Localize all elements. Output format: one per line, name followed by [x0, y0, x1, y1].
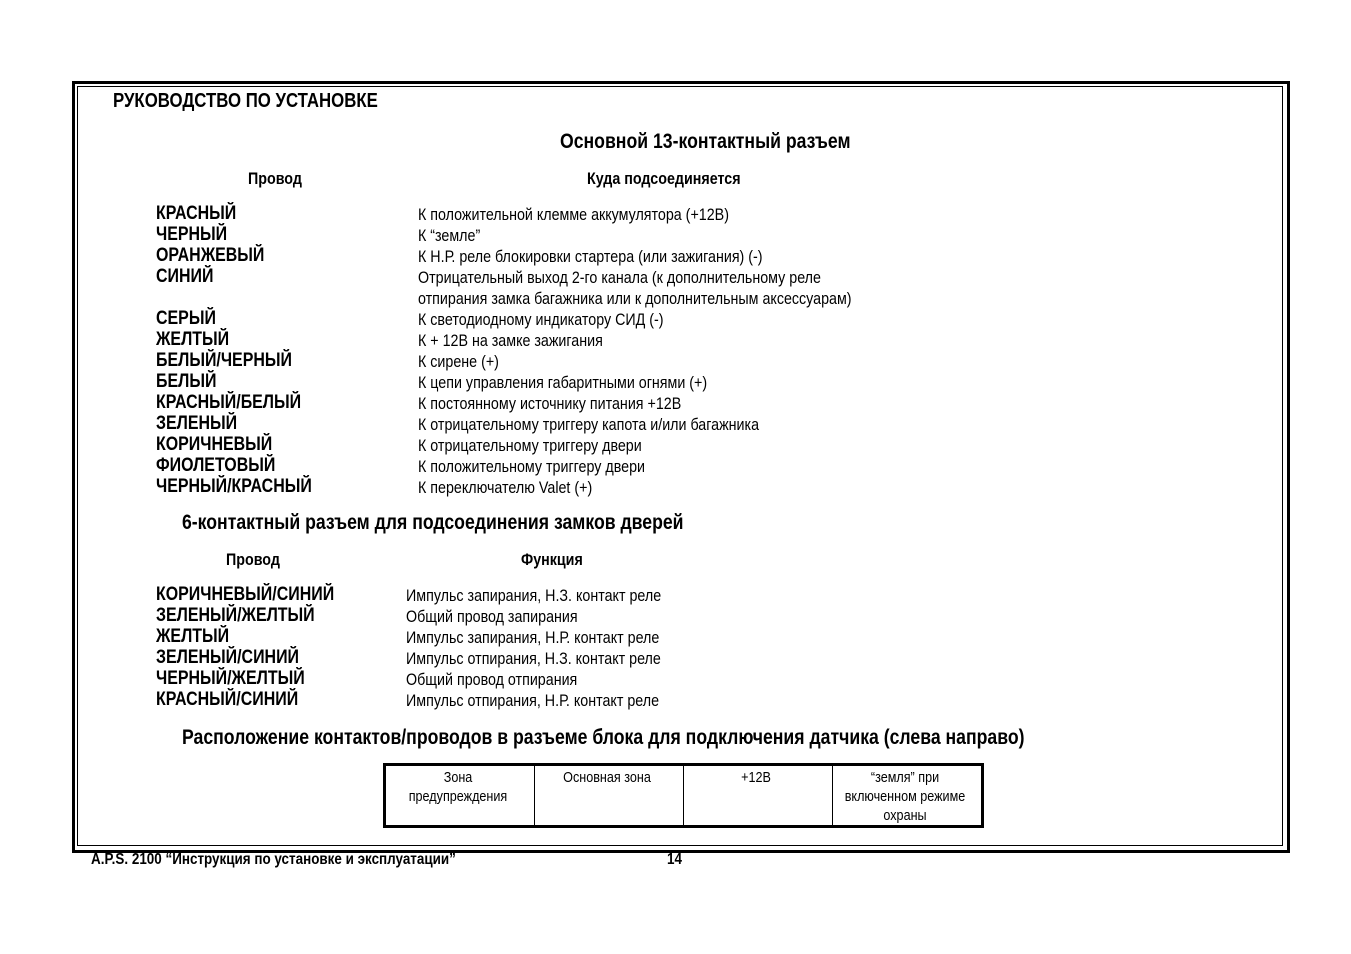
- door-col-func-header: Функция: [521, 550, 583, 569]
- list-item: ОРАНЖЕВЫЙ: [156, 245, 265, 266]
- door-wire-list: [156, 584, 368, 710]
- list-item: К отрицательному триггеру двери: [418, 436, 642, 455]
- list-item: Импульс отпирания, Н.Р. контакт реле: [406, 691, 660, 710]
- list-item: БЕЛЫЙ/ЧЕРНЫЙ: [156, 350, 292, 371]
- list-item: К постоянному источнику питания +12В: [418, 394, 682, 413]
- list-item: КРАСНЫЙ/СИНИЙ: [156, 689, 299, 710]
- list-item: ЖЕЛТЫЙ: [156, 626, 230, 647]
- list-item: К Н.Р. реле блокировки стартера (или зажигания) (-): [418, 247, 763, 266]
- list-item: Импульс отпирания, Н.З. контакт реле: [406, 649, 661, 668]
- list-item: К + 12В на замке зажигания: [418, 331, 603, 350]
- main-wire-list: [156, 203, 342, 497]
- list-item: ЖЕЛТЫЙ: [156, 329, 230, 350]
- pin-cell-ground-armed: “земля” при включенном режиме охраны: [833, 765, 983, 827]
- list-item: Общий провод запирания: [406, 607, 578, 626]
- pin-cell-main-zone: Основная зона: [535, 765, 684, 827]
- list-item: К положительной клемме аккумулятора (+12В): [418, 205, 729, 224]
- main-desc-list: [418, 204, 934, 498]
- list-item: К светодиодному индикатору СИД (-): [418, 310, 664, 329]
- list-item: К сирене (+): [418, 352, 499, 371]
- list-item: ЧЕРНЫЙ/КРАСНЫЙ: [156, 476, 312, 497]
- list-item: Импульс запирания, Н.Р. контакт реле: [406, 628, 660, 647]
- sensor-pin-table: [383, 763, 984, 828]
- main-col-dest-header: Куда подсоединяется: [587, 169, 741, 188]
- main-col-wire-header: Провод: [248, 169, 302, 188]
- list-item: Импульс запирания, Н.З. контакт реле: [406, 586, 662, 605]
- pin-cell-warning-zone: Зона предупреждения: [385, 765, 535, 827]
- table-row: [385, 765, 983, 827]
- door-col-wire-header: Провод: [226, 550, 280, 569]
- list-item: Отрицательный выход 2-го канала (к дополнительному реле: [418, 268, 821, 287]
- list-item: СИНИЙ: [156, 266, 214, 287]
- list-item: КРАСНЫЙ/БЕЛЫЙ: [156, 392, 302, 413]
- document-header-text: РУКОВОДСТВО ПО УСТАНОВКЕ: [113, 90, 378, 112]
- list-item: отпирания замка багажника или к дополнительным аксессуарам): [418, 289, 852, 308]
- list-item: ЗЕЛЕНЫЙ: [156, 413, 238, 434]
- list-item: БЕЛЫЙ: [156, 371, 217, 392]
- list-item: К переключателю Valet (+): [418, 478, 593, 497]
- list-item: К отрицательному триггеру капота и/или багажника: [418, 415, 760, 434]
- footer-doc-title: A.P.S. 2100 “Инструкция по установке и эксплуатации”: [91, 851, 456, 868]
- door-desc-list: [406, 585, 710, 711]
- pin-cell-plus12v: +12В: [684, 765, 833, 827]
- list-item: ЗЕЛЕНЫЙ/ЖЕЛТЫЙ: [156, 605, 315, 626]
- list-item: КРАСНЫЙ: [156, 203, 237, 224]
- list-item: ЗЕЛЕНЫЙ/СИНИЙ: [156, 647, 300, 668]
- document-header: [113, 90, 428, 113]
- footer-page-number: 14: [667, 851, 682, 868]
- main-connector-title: Основной 13-контактный разъем: [560, 130, 851, 153]
- list-item: СЕРЫЙ: [156, 308, 216, 329]
- door-connector-title: 6-контактный разъем для подсоединения замков дверей: [182, 511, 684, 534]
- list-item: ФИОЛЕТОВЫЙ: [156, 455, 276, 476]
- list-item: К “земле”: [418, 226, 481, 245]
- list-item: КОРИЧНЕВЫЙ/СИНИЙ: [156, 584, 335, 605]
- list-item: ЧЕРНЫЙ/ЖЕЛТЫЙ: [156, 668, 305, 689]
- list-item: К положительному триггеру двери: [418, 457, 645, 476]
- list-item: КОРИЧНЕВЫЙ: [156, 434, 273, 455]
- list-item: Общий провод отпирания: [406, 670, 578, 689]
- list-item: К цепи управления габаритными огнями (+): [418, 373, 708, 392]
- sensor-connector-title: Расположение контактов/проводов в разъеме блока для подключения датчика (слева направо): [182, 726, 1025, 749]
- list-item: ЧЕРНЫЙ: [156, 224, 228, 245]
